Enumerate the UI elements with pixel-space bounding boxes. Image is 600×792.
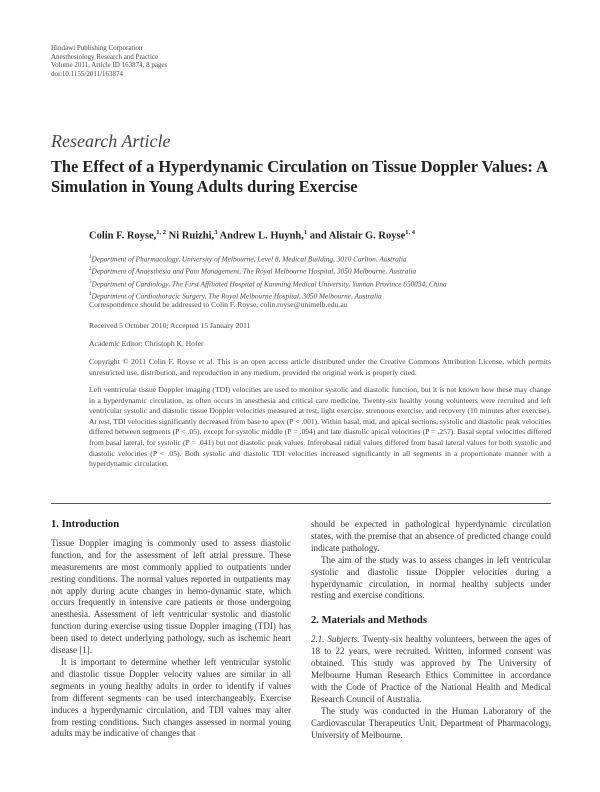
author-affil-ref: 1, 4 — [405, 229, 416, 236]
affiliation-num: 1 — [89, 255, 92, 260]
author-affil-ref: 3 — [214, 229, 218, 236]
received-dates: Received 5 October 2010; Accepted 15 January 2011 — [89, 321, 251, 330]
affiliation — [89, 264, 447, 276]
affiliation — [89, 277, 447, 289]
affiliation-text: Department of Pharmacology, University of Melbourne, Level 8, Medical Building, 3010 Carlton, Australia — [91, 254, 407, 264]
author-affil-ref: 1 — [303, 229, 308, 236]
article-title: The Effect of a Hyperdynamic Circulation on Tissue Doppler Values: A Simulation in Young Adults during Exercise — [51, 157, 548, 196]
affiliation-num: 4 — [89, 292, 92, 298]
paragraph: It is important to determine whether left ventricular systolic and diastolic tissue Doppler velocity values are similar in all segments in young healthy adults in order to identify if values from different segments can be used interchangeably. Exercise induces a hyperdynamic circulation, and TDI values may alter from resting conditions. Such changes assessed in normal young adults may be indicative of changes that — [51, 656, 291, 739]
paragraph: The study was conducted in the Human Laboratory of the Cardiovascular Therapeutics Unit, Department of Pharmacology, University of Melbourne. — [311, 705, 551, 740]
abstract: Left ventricular tissue Doppler imaging (TDI) velocities are used to monitor systolic and diastolic function, but it is not known how these may change in a hyperdynamic circulation, as often occurs in anesthesia and critical care medicine. Twenty-six healthy young volunteers were recruited and left ventricular systolic and diastolic tissue Doppler velocities measured at rest, light exercise, strenuous exercise, and recovery (10 minutes after exercise). At rest, TDI velocities significantly decreased from base to apex (P < .001). Within basal, mid, and apical sections, systolic and diastolic peak velocities differed between segments (P < .05), except for systolic middle (P = .094) and late diastolic apical velocities (P = .257). Basal septal velocities differed from basal lateral, for systolic (P = .041) but not diastolic peak values. Inferobasal radial values differed from basal lateral values for both systolic and diastolic velocities (P < .05). Both systolic and diastolic TDI velocities increased significantly in all segments in a proportionate manner with a hyperdynamic circulation. — [89, 385, 551, 469]
affiliation — [89, 252, 447, 264]
affiliation-num: 3 — [89, 279, 92, 285]
author-list — [89, 229, 415, 242]
paragraph — [311, 634, 551, 705]
paragraph-text: Twenty-six healthy volunteers, between the ages of 18 to 22 years, were recruited. Written, informed consent was obtained. This study was approved by The University of Melbourne Human Research Ethics Committee in accordance with the Code of Practice of the National Health and Medical Research Council of Australia. — [311, 634, 551, 704]
left-column — [51, 519, 291, 740]
journal-volume: Volume 2011, Article ID 163874, 8 pages — [51, 61, 168, 70]
author-name: and Alistair G. Royse — [307, 230, 406, 242]
journal-header — [51, 44, 167, 78]
journal-publisher: Hindawi Publishing Corporation — [51, 44, 143, 52]
author-affil-ref: 1, 2 — [156, 229, 167, 236]
paragraph: should be expected in pathological hyperdynamic circulation states, with the premise that an absence of predicted change could indicate pathology. — [311, 519, 551, 553]
section-heading-methods: 2. Materials and Methods — [311, 615, 427, 627]
affiliation-text: Department of Cardiothoracic Surgery, The Royal Melbourne Hospital, 3050 Melbourne, Australia — [91, 291, 382, 301]
author-name: Andrew L. Huynh, — [217, 230, 304, 242]
correspondence: Correspondence should be addressed to Colin F. Royse, colin.royse@unimelb.edu.au — [89, 300, 348, 309]
academic-editor: Academic Editor: Christoph K. Hofer — [89, 339, 204, 348]
paragraph: Tissue Doppler imaging is commonly used to assess diastolic function, and for the assessment of left atrial pressure. These measurements are most commonly applied to outpatients under resting conditions. The normal values reported in outpatients may not apply during acute changes in hemo-dynamic state, which occurs frequently in intensive care patients or those undergoing anesthesia. Assessment of left ventricular systolic and diastolic function during exercise using tissue Doppler imaging (TDI) has been used to detect underlying pathology, such as ischemic heart disease [1]. — [51, 537, 291, 656]
affiliation-num: 2 — [89, 267, 92, 273]
copyright-notice: Copyright © 2011 Colin F. Royse et al. This is an open access article distributed under the Creative Commons Attribution License, which permits unrestricted use, distribution, and reproduction in any medium, provided the original work is properly cited. — [89, 357, 551, 377]
affiliation-list — [89, 252, 447, 302]
journal-name: Anesthesiology Research and Practice — [51, 52, 159, 61]
right-column — [311, 519, 551, 741]
author-name: Ni Ruizhi, — [166, 230, 215, 242]
affiliation-text: Department of Cardiology, The First Affiliated Hospital of Kunming Medical University, Yunnan Province 650034, China — [91, 279, 447, 289]
author-name: Colin F. Royse, — [89, 230, 157, 242]
journal-doi: doi:10.1155/2011/163874 — [51, 69, 124, 78]
section-heading-introduction: 1. Introduction — [51, 519, 120, 530]
paragraph: The aim of the study was to assess changes in left ventricular systolic and diastolic tissue Doppler velocities during a hyperdynamic circulation, in normal healthy subjects under resting and exercise conditions. — [311, 554, 551, 601]
affiliation-text: Department of Anaesthesia and Pain Management, The Royal Melbourne Hospital, 3050 Melbourne, Australia — [91, 266, 417, 276]
section-divider — [51, 503, 551, 504]
subsection-label: 2.1. Subjects. — [311, 634, 360, 645]
article-type: Research Article — [51, 131, 171, 151]
